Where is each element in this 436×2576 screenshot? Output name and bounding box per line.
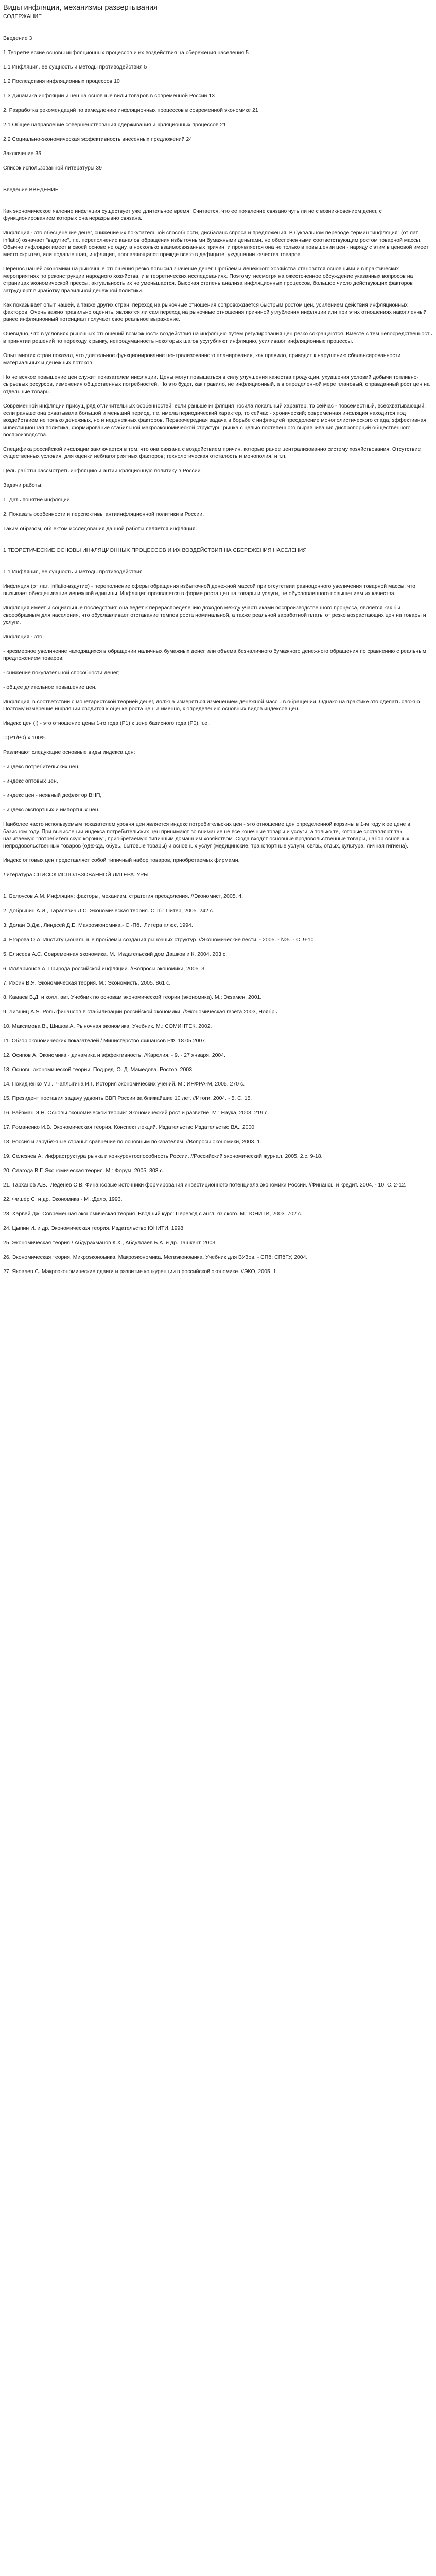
spacer bbox=[3, 179, 433, 186]
section-1-1-text bbox=[3, 583, 433, 864]
paragraph: - снижение покупательной способности денег; bbox=[3, 670, 120, 676]
toc-item: 2.1 Общее направление совершенствования сдерживания инфляционных процессов 21 bbox=[3, 122, 226, 128]
reference-item: 27. Яковлев С. Макроэкономические сдвиги и развитие конкуренции в российской экономике. //ЭКО, 2005. 1. bbox=[3, 1268, 278, 1275]
paragraph: - чрезмерное увеличение находящихся в обращении наличных бумажных денег или объема безналичного бумажного денежного обращения по сравнению с реальным предложением товаров; bbox=[3, 648, 426, 662]
reference-item: 14. Покидченко М.Г., Чаплыгина И.Г. История экономических учений. М.: ИНФРА-М, 2005. 270 с. bbox=[3, 1081, 245, 1087]
toc-label: СОДЕРЖАНИЕ bbox=[3, 13, 42, 20]
reference-item: 19. Селезнев А. Инфраструктура рынка и конкурентоспособность России. //Российский экономический журнал, 2005, 2.с. 9-18. bbox=[3, 1153, 323, 1159]
reference-item: 26. Экономическая теория. Микроэкономика. Макроэкономика. Мегаэкономика. Учебник для ВУЗов. - СПб: СПбГУ, 2004. bbox=[3, 1254, 308, 1260]
reference-item: 4. Егорова О.А. Институциональные проблемы создания рыночных структур. //Экономические вести. - 2005. - №5. - С. 9-10. bbox=[3, 937, 316, 943]
paragraph: 1. Дать понятие инфляции. bbox=[3, 497, 72, 503]
paragraph: Опыт многих стран показал, что длительное функционирование централизованного планирования, как правило, приводит к нарушению сбалансированности материальных и денежных потоков. bbox=[3, 352, 401, 366]
reference-item: 22. Фишер С. и др. Экономика - М .:Дело, 1993. bbox=[3, 1196, 123, 1202]
reference-item: 10. Максимова В., Шишов А. Рыночная экономика. Учебник. М.: СОМИНТЕК, 2002. bbox=[3, 1023, 212, 1029]
toc-item: 2.2 Социально-экономическая эффективность внесенных предложений 24 bbox=[3, 136, 193, 142]
spacer bbox=[3, 561, 433, 568]
spacer bbox=[3, 886, 433, 893]
toc-item: 1.2 Последствия инфляционных процессов 10 bbox=[3, 78, 120, 84]
toc-item: 1.3 Динамика инфляции и цен на основные виды товаров в современной России 13 bbox=[3, 93, 215, 99]
spacer bbox=[3, 27, 433, 35]
paragraph: Инфляция, в соответствии с монетаристской теорией денег, должна измеряться изменением денежной массы в обращении. Однако на практике это сделать сложно. Поэтому измерение инфляции сводится к оценке роста цен, а именно, к определению основных видов индексов цен. bbox=[3, 699, 422, 712]
paragraph: I=(P1/P0) х 100% bbox=[3, 735, 46, 741]
reference-item: 15. Президент поставил задачу удвоить ВВП России за ближайшие 10 лет. //Итоги. 2004. - 5. С. 15. bbox=[3, 1095, 252, 1101]
reference-item: 21. Тарханов А.В., Леденев С.В. Финансовые источники формирования инвестиционного потенциала экономики России. //Финансы и кредит. 2004. - 10. С. 2-12. bbox=[3, 1182, 407, 1188]
document bbox=[0, 0, 436, 1287]
reference-item: 17. Романенко И.В. Экономическая теория. Конспект лекций. Издательство Издательство ВА., 2000 bbox=[3, 1124, 255, 1130]
reference-item: 6. Илларионов А. Природа российской инфляции. //Вопросы экономики, 2005. 3. bbox=[3, 965, 206, 972]
toc-item: 2. Разработка рекомендаций по замедлению инфляционных процессов в современной экономике 21 bbox=[3, 107, 258, 113]
paragraph: Индекс оптовых цен представляет собой типичный набор товаров, приобретаемых фирмами. bbox=[3, 857, 240, 863]
intro-heading: Введение ВВЕДЕНИЕ bbox=[3, 187, 59, 193]
paragraph: - общее длительное повышение цен. bbox=[3, 684, 97, 690]
paragraph: Как показывает опыт нашей, а также других стран, переход на рыночные отношения сопровождается быстрым ростом цен, усилением действия инфляционных факторов. Очень важно правильно оценить, являются ли сам переход на рыночные отношения причиной углубления инфляции или при этих отношениях накопленный ранее инфляционный потенциал получает свое реальное выражение. bbox=[3, 302, 427, 323]
document-title: Виды инфляции, механизмы развертывания bbox=[3, 4, 158, 12]
reference-item: 20. Слагода В.Г. Экономическая теория. М.: Форум, 2005. 303 с. bbox=[3, 1167, 164, 1174]
reference-item: 3. Долан Э.Дж., Линдсей Д.Е. Макроэкономика.- С.-Пб.: Литера плюс, 1994. bbox=[3, 922, 193, 928]
reference-item: 5. Елисеев А.С. Современная экономика. М.: Издательский дом Дашков и К, 2004. 203 с. bbox=[3, 951, 228, 957]
toc-item: Список использованной литературы 39 bbox=[3, 165, 102, 171]
toc-item: 1 Теоретические основы инфляционных процессов и их воздействия на сбережения населения 5 bbox=[3, 49, 249, 56]
paragraph: Как экономическое явление инфляция существует уже длительное время. Считается, что ее появление связано чуть ли не с возникновением денег, с функционированием которых она неразрывно связана. bbox=[3, 208, 382, 222]
reference-item: 24. Цыпин И. и др. Экономическая теория. Издательство ЮНИТИ, 1998 bbox=[3, 1225, 184, 1231]
paragraph: Но не всякое повышение цен служит показателем инфляции. Цены могут повышаться в силу улучшения качества продукции, ухудшения условий добычи топливно-сырьевых ресурсов, изменения общественных потребностей. Но это будет, как правило, не инфляционный, а в определенной мере плановый, оправданный рост цен на отдельные товары. bbox=[3, 374, 430, 395]
paragraph: - индекс потребительских цен, bbox=[3, 764, 80, 770]
paragraph: Задачи работы: bbox=[3, 482, 43, 488]
section-1-heading: 1 ТЕОРЕТИЧЕСКИЕ ОСНОВЫ ИНФЛЯЦИОННЫХ ПРОЦЕССОВ И ИХ ВОЗДЕЙСТВИЯ НА СБЕРЕЖЕНИЯ НАСЕЛЕНИЯ bbox=[3, 547, 307, 553]
paragraph: Перенос нашей экономики на рыночные отношения резко повысил значение денег. Проблемы денежного хозяйства становятся основными и в практических мероприятиях по реконструкции народного хозяйства, и в теоретических исследованиях. Поэтому, несмотря на ожесточенное обсуждение указанных вопросов на страницах экономической прессы, актуальность их не уменьшается. Высокая степень анализа инфляционных процессов, большое число действующих факторов затрудняют выработку правильной денежной политики. bbox=[3, 266, 413, 294]
toc-item: Введение 3 bbox=[3, 35, 32, 41]
paragraph: Различают следующие основные виды индекса цен: bbox=[3, 749, 135, 755]
bibliography-heading: Литература СПИСОК ИСПОЛЬЗОВАННОЙ ЛИТЕРАТУРЫ bbox=[3, 872, 149, 878]
reference-item: 12. Осипов А. Экономика - динамика и эффективность. //Карелия. - 9. - 27 января. 2004. bbox=[3, 1052, 226, 1058]
spacer bbox=[3, 539, 433, 547]
paragraph: - индекс цен - неявный дефлятор ВНП, bbox=[3, 792, 102, 799]
reference-item: 23. Харвей Дж. Современная экономическая теория. Вводный курс: Перевод с англ. яз.ского. М.: ЮНИТИ, 2003. 702 с. bbox=[3, 1211, 303, 1217]
spacer bbox=[3, 200, 433, 208]
reference-item: 18. Россия и зарубежные страны: сравнение по основным показателям. //Вопросы экономики, 2003. 1. bbox=[3, 1139, 262, 1145]
paragraph: Инфляция - это: bbox=[3, 634, 44, 640]
paragraph: Очевидно, что в условиях рыночных отношений возможности воздействия на инфляцию путем регулирования цен резко сокращаются. Вместе с тем непосредственность в принятии решений по переходу к рынку, непродуманность некоторых шагов усугубляют инфляцию, усиливают инфляционные процессы. bbox=[3, 331, 432, 344]
reference-item: 16. Райзман Э.Н. Основы экономической теории: Экономический рост и развитие. М.: Наука, 2003. 219 с. bbox=[3, 1110, 269, 1116]
reference-item: 1. Белоусов А.М. Инфляция: факторы, механизм, стратегия преодоления. //Экономист, 2005. 4. bbox=[3, 893, 243, 900]
paragraph: Специфика российской инфляции заключается в том, что она связана с воздействием причин, которые ранее централизованно систему хозяйствования. Отсутствие существенных условия, для оценки неблагоприятных факторов; технологическая отсталость и монополия, и т.п. bbox=[3, 446, 421, 460]
paragraph: Наиболее часто используемым показателем уровня цен является индекс потребительских цен - это отношение цен определенной корзины в 1-м году к ее цене в базисном году. При вычислении индекса потребительских цен принимают во внимание не все конечные товары и услуги, а только те, которые составляют так называемую "потребительскую корзину", приобретаемую типичным домашним хозяйством. Сюда входят основные продовольственные товары, набор основных непродовольственных товаров (одежда, обувь, бытовые товары) и основных услуг (медицинские, транспортные услуги, связь, отдых, культура, личная гигиена). bbox=[3, 821, 410, 849]
paragraph: Инфляция имеет и социальные последствия: она ведет к перераспределению доходов между участниками воспроизводственного процесса, является как бы своеобразным для населения, что обуславливает отставание темпов роста номинальной, а также реальной заработной платы от резко возрастающих цен на товары и услуги. bbox=[3, 605, 426, 625]
paragraph: Инфляция (от лат. Inflatio-вздутие) - переполнение сферы обращения избыточной денежной массой при отсутствии равноценного увеличения товарной массы, что вызывает обесценивание денежной единицы. Инфляция проявляется в форме роста цен на товары и услуги, не обусловленного повышением их качества. bbox=[3, 583, 416, 597]
reference-item: 2. Добрынин А.И., Тарасевич Л.С. Экономическая теория. СПб.: Питер, 2005. 242 с. bbox=[3, 908, 214, 914]
toc-item: 1.1 Инфляция, ее сущность и методы противодействия 5 bbox=[3, 64, 147, 70]
introduction-text bbox=[3, 208, 433, 532]
paragraph: 2. Показать особенности и перспективы антиинфляционной политики в России. bbox=[3, 511, 204, 517]
table-of-contents bbox=[3, 35, 433, 172]
paragraph: Цель работы рассмотреть инфляцию и антиинфляционную политику в России. bbox=[3, 468, 202, 474]
paragraph: - индекс оптовых цен, bbox=[3, 778, 58, 784]
reference-item: 9. Лившиц А.Я. Роль финансов в стабилизации российской экономики. //Экономическая газета 2003, Ноябрь bbox=[3, 1009, 277, 1015]
reference-item: 11. Обзор экономических показателей / Министерство финансов РФ, 18.05.2007. bbox=[3, 1038, 207, 1044]
reference-item: 13. Основы экономической теории. Под ред. О. Д. Мамедова. Ростов, 2003. bbox=[3, 1066, 194, 1073]
paragraph: Инфляция - это обесценение денег, снижение их покупательной способности, дисбаланс спроса и предложения. В буквальном переводе термин "инфляция" (от лат. inflatio) означает "вздутие", т.е. переполнение каналов обращения избыточными бумажными деньгами, не обеспеченными соответствующим ростом товарной массы. Обычно инфляция имеет в своей основе не одну, а несколько взаимосвязанных причин, и проявляется она не только в повышении цен - наряду с этим в ценовой имеет место скрытая, или подавленная, инфляция, проявляющаяся прежде всего в дефиците, ухудшении качества товаров. bbox=[3, 230, 429, 258]
reference-item: 7. Ихсин В.Я. Экономическая теория. М.: Экономисть, 2005. 861 с. bbox=[3, 980, 171, 986]
bibliography-list bbox=[3, 893, 433, 1275]
reference-item: 8. Камаев В.Д. и колл. авт. Учебник по основам экономической теории (экономика). М.: Экзамен, 2001. bbox=[3, 994, 262, 1001]
paragraph: Индекс цен (I) - это отношение цены 1-го года (P1) к цене базисного года (Р0), т.е.: bbox=[3, 720, 211, 726]
section-1-1-heading: 1.1 Инфляция, ее сущность и методы противодействия bbox=[3, 569, 143, 575]
toc-item: Заключение 35 bbox=[3, 150, 42, 157]
paragraph: - индекс экспортных и импортных цен. bbox=[3, 807, 100, 813]
paragraph: Таким образом, объектом исследования данной работы является инфляция. bbox=[3, 526, 197, 532]
reference-item: 25. Экономическая теория / Абдурахманов К.Х., Абдуллаев Б.А. и др. Ташкент, 2003. bbox=[3, 1240, 217, 1246]
paragraph: Современной инфляции присущ ряд отличительных особенностей: если раньше инфляция носила локальный характер, то сейчас - повсеместный, всеохватывающий; если раньше она охватывала большой и меньший период, т.е. имела периодический характер, то сейчас - хронический; современная инфляция находится под воздействием не только денежных, но и неденежных факторов. Первоочередная задача в борьбе с инфляцией преодоление монополистического спада, эффективная инвестиционная политика, формирование стабильной макроэкономической структуры рынка с целью постепенного выравнивания диспропорций общественного воспроизводства. bbox=[3, 403, 427, 438]
